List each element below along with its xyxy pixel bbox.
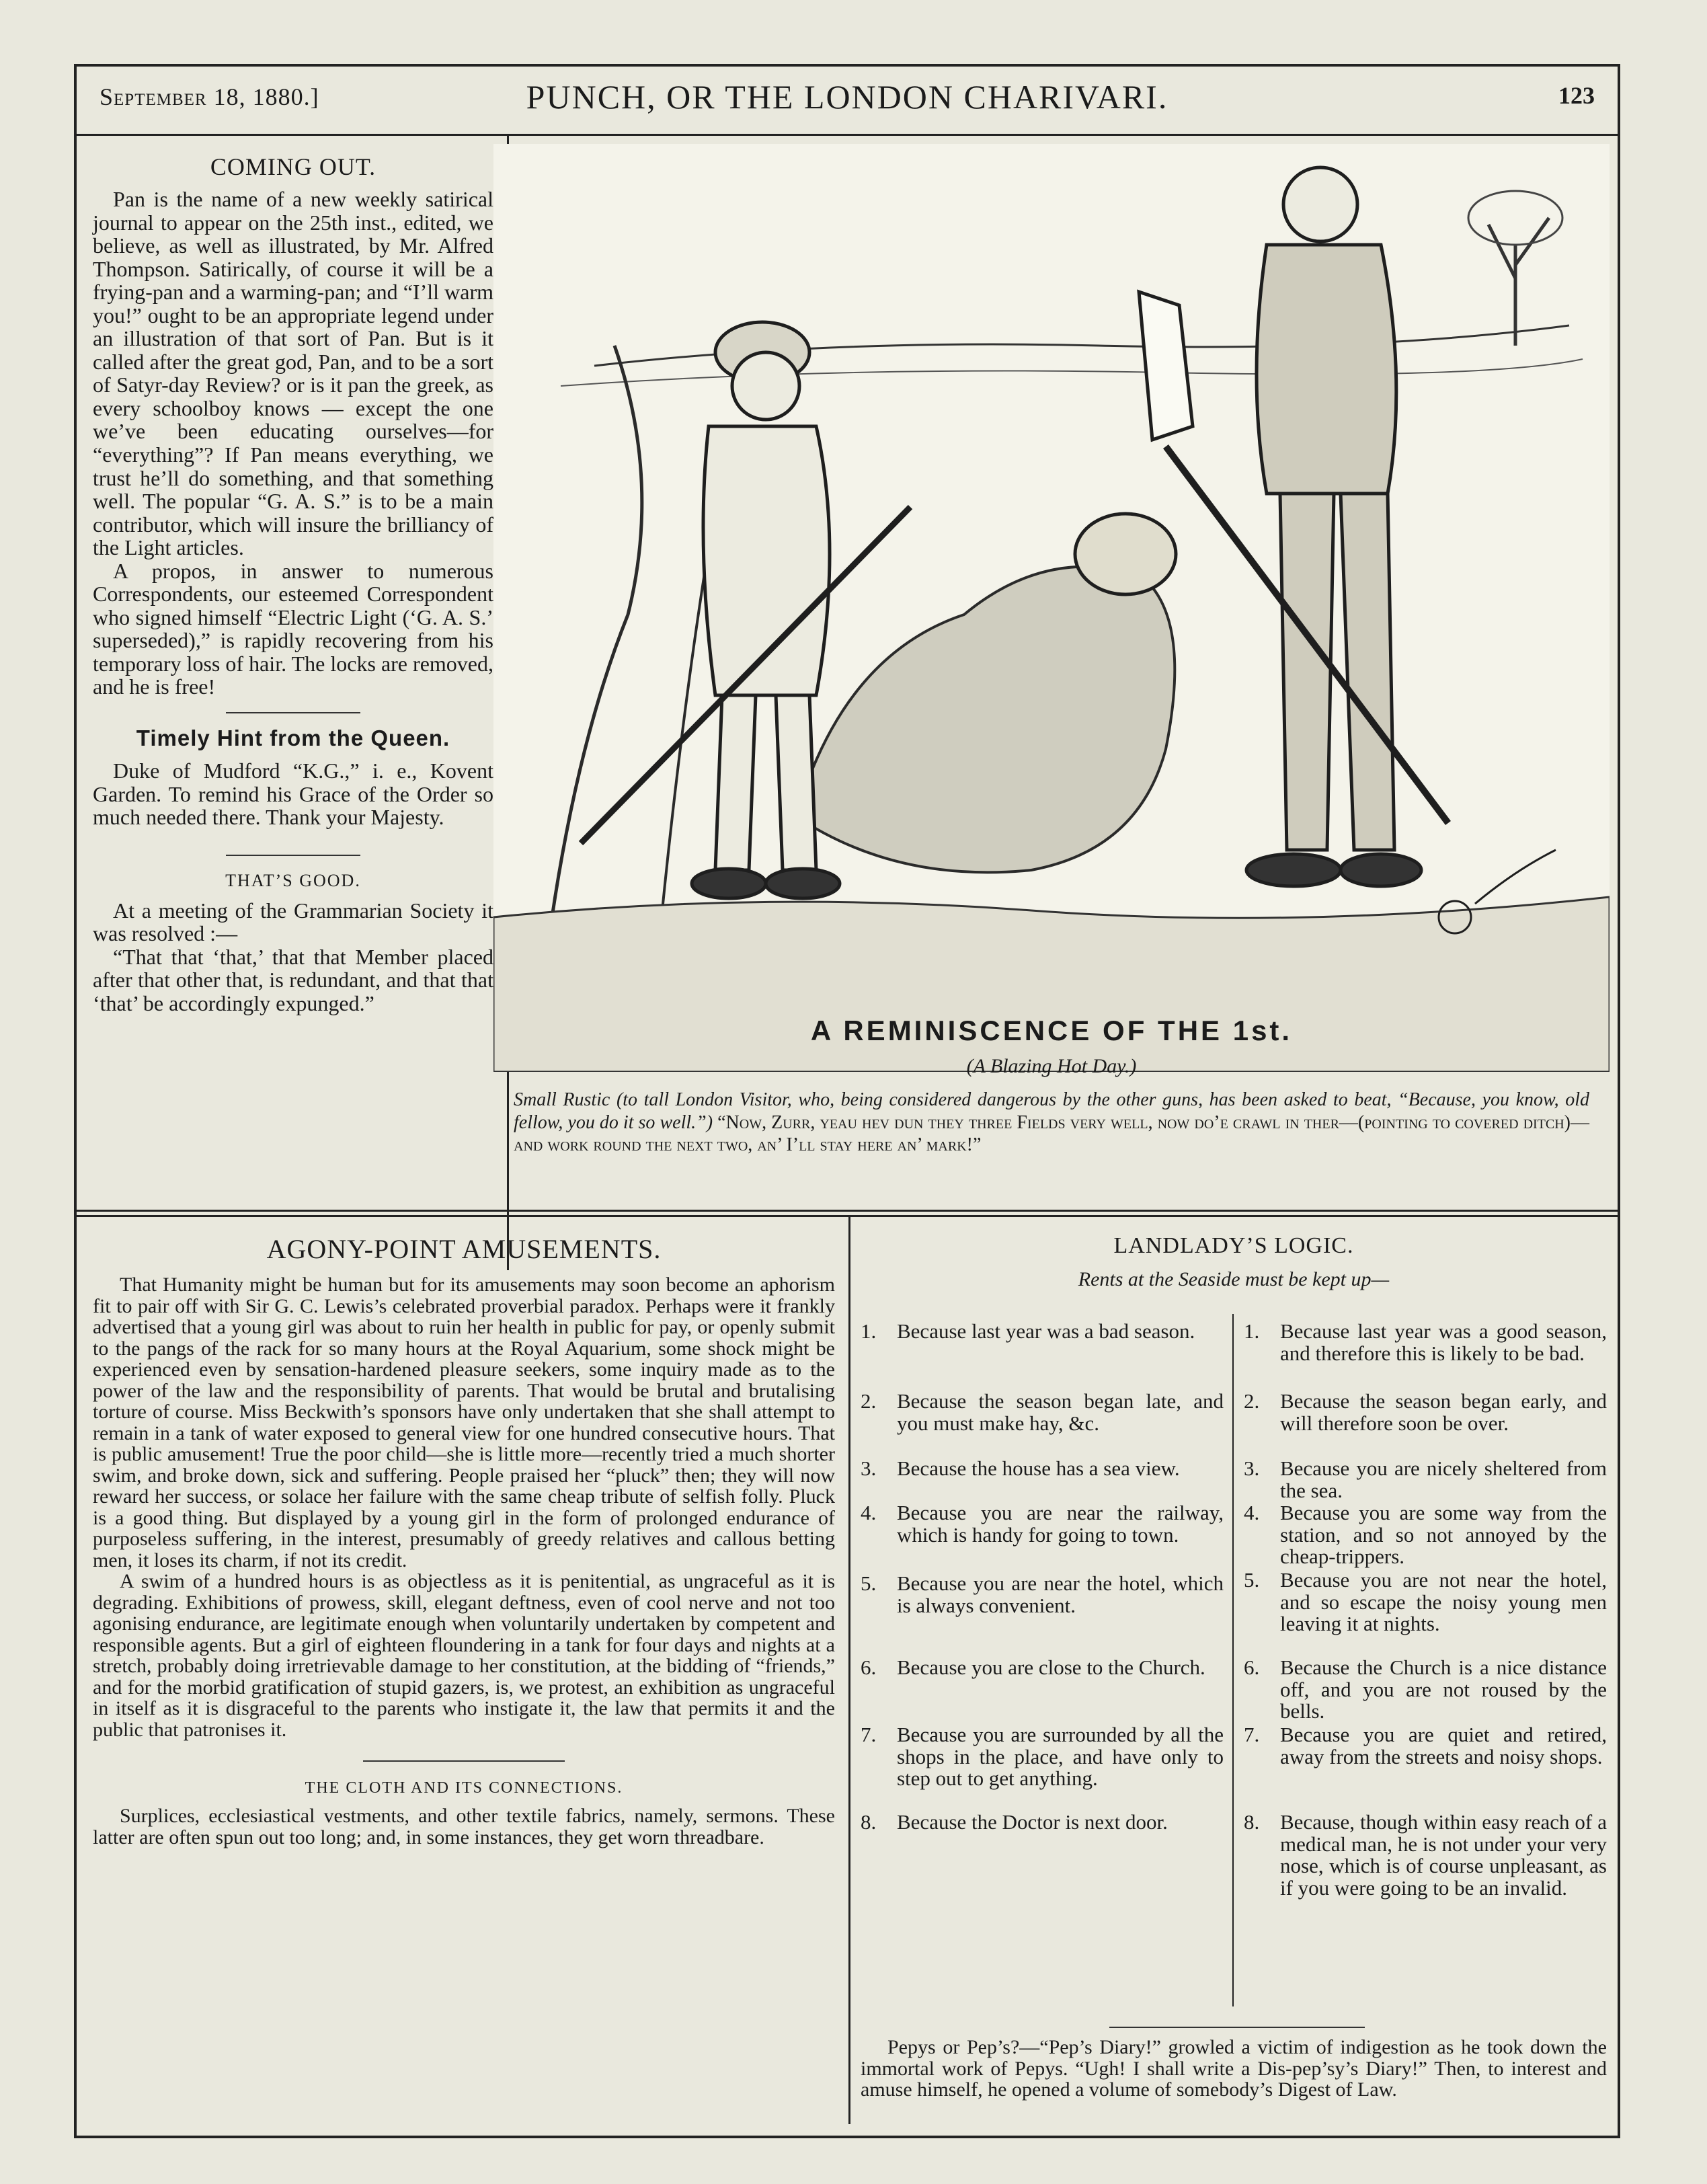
page-header: [77, 67, 1618, 136]
coming-out-body-2: A propos, in answer to numerous Correspondents, our esteemed Correspondent who signed himself “Electric Light (‘G. A. S.’ superseded),” is rapidly recovering from his temporary loss of hair. The locks are removed, and he is free!: [93, 558, 493, 699]
section-rule: [226, 712, 360, 713]
landlady-item-text: Because you are close to the Church.: [897, 1655, 1205, 1679]
landlady-right-item: [1244, 1321, 1607, 1364]
landlady-item-text: Because the house has a sea view.: [897, 1456, 1180, 1480]
thats-good-quote: “That that ‘that,’ that that Member placed after that other that, is redundant, and that that ‘that’ be accordingly expunged.”: [93, 944, 493, 1015]
left-column: [93, 153, 493, 1015]
landlady-left-item: [861, 1724, 1224, 1790]
landlady-subtitle: Rents at the Seaside must be kept up—: [1078, 1268, 1390, 1290]
landlady-right-list: [1244, 1321, 1607, 2020]
mid-page-rule: [77, 1210, 1618, 1212]
cartoon-caption: [514, 1089, 1589, 1157]
section-rule: [363, 1760, 565, 1762]
page-number: 123: [1558, 82, 1595, 109]
coming-out-body: Pan is the name of a new weekly satirical journal to appear on the 25th inst., edited, we believe, as well as illustrated, by Mr. Alfred Thompson. Satirically, of course it will be a frying-pan and a warming-pan; and “I’ll warm you!” ought to be an appropriate legend under an illustration of that sort of Pan. But is it called after the great god, Pan, and to be a sort of Satyr-day Review? or is it pan the greek, as every schoolboy knows — except the one we’ve been educating ourselves—for “everything”? If Pan means everything, we trust he’ll do something, and that something well. The popular “G. A. S.” is to be a main contributor, which will insure the brilliancy of the Light articles.: [93, 187, 493, 560]
landlady-right-item: [1244, 1569, 1607, 1635]
landlady-item-text: Because you are surrounded by all the shops in the place, and have only to step out to get anything.: [897, 1723, 1224, 1791]
timely-hint-title: Timely Hint from the Queen.: [136, 726, 450, 751]
coming-out-title: COMING OUT.: [210, 153, 376, 180]
landlady-left-list: [861, 1321, 1224, 2020]
pepys-body: Pepys or Pep’s?—“Pep’s Diary!” growled a victim of indigestion as he took down the immortal work of Pepys. “Ugh! I shall write a Dis-pep’sy’s Diary!” Then, to interest and amuse himself, he opened a volume of somebody’s Digest of Law.: [861, 2036, 1607, 2101]
landlady-item-number: 1.: [1244, 1319, 1260, 1343]
landlady-item-number: 7.: [861, 1723, 877, 1746]
landlady-item-text: Because the Doctor is next door.: [897, 1810, 1168, 1834]
column-divider-bottom: [848, 1216, 850, 2124]
cartoon-subtitle: (A Blazing Hot Day.): [966, 1055, 1137, 1077]
timely-hint-body: Duke of Mudford “K.G.,” i. e., Kovent Garden. To remind his Grace of the Order so much needed there. Thank your Majesty.: [93, 758, 493, 830]
landlady-item-number: 3.: [861, 1456, 877, 1480]
landlady-item-number: 7.: [1244, 1723, 1260, 1746]
cloth-title: THE CLOTH AND ITS CONNECTIONS.: [305, 1779, 623, 1797]
mid-page-rule-2: [77, 1215, 1618, 1217]
landlady-right-item: [1244, 1657, 1607, 1723]
cloth-body: Surplices, ecclesiastical vestments, and other textile fabrics, namely, sermons. These latter are often spun out too long; and, in some instances, they get worn threadbare.: [93, 1805, 835, 1848]
agony-paragraph-2: A swim of a hundred hours is as objectless as it is penitential, as ungraceful as it is degrading. Exhibitions of prowess, skill, elegant deftness, even of cool nerve and not too agonising endurance, are legitimate enough when voluntarily undertaken by competent and responsible agents. But a girl of eighteen floundering in a tank for four days and nights at a stretch, probably doing irretrievable damage to her constitution, at the bidding of “friends,” and for the morbid gratification of stupid gazers, is, we protest, an exhibition as ungraceful in itself as it is disgraceful to the parents who instigate it, the law that permits it and the public that patronises it.: [93, 1570, 835, 1741]
landlady-item-text: Because you are near the railway, which is handy for going to town.: [897, 1501, 1224, 1547]
landlady-left-item: [861, 1321, 1224, 1343]
landlady-item-number: 3.: [1244, 1456, 1260, 1480]
landlady-column: [861, 1233, 1607, 2013]
landlady-item-number: 8.: [1244, 1810, 1260, 1834]
landlady-item-text: Because you are quiet and retired, away from the streets and noisy shops.: [1280, 1723, 1607, 1768]
pepys-column: [861, 2037, 1607, 2101]
agony-title: AGONY-POINT AMUSEMENTS.: [266, 1234, 662, 1264]
landlady-item-text: Because you are near the hotel, which is always convenient.: [897, 1571, 1224, 1617]
landlady-item-text: Because last year was a bad season.: [897, 1319, 1195, 1343]
landlady-item-text: Because last year was a good season, and therefore this is likely to be bad.: [1280, 1319, 1607, 1365]
agony-column: [93, 1233, 835, 1848]
page-frame: [74, 64, 1620, 2138]
section-rule: [226, 855, 360, 856]
cartoon-title: A REMINISCENCE OF THE 1st.: [810, 1015, 1293, 1046]
landlady-left-item: [861, 1657, 1224, 1679]
landlady-right-item: [1244, 1391, 1607, 1434]
landlady-item-number: 4.: [861, 1501, 877, 1524]
landlady-item-number: 1.: [861, 1319, 877, 1343]
landlady-item-number: 2.: [861, 1389, 877, 1413]
cartoon-caption-speech: “Now, Zurr, yeau hev dun they three Fields very well, now do’e crawl in ther—(pointing to covered ditch)—and work round the next two, an’ I’ll stay here an’ mark!”: [514, 1112, 1590, 1156]
landlady-left-item: [861, 1573, 1224, 1616]
landlady-left-item: [861, 1811, 1224, 1834]
landlady-item-number: 4.: [1244, 1501, 1260, 1524]
thats-good-title: THAT’S GOOD.: [225, 870, 361, 890]
landlady-item-number: 6.: [1244, 1655, 1260, 1679]
section-rule: [1109, 2027, 1365, 2028]
issue-date: September 18, 1880.]: [100, 83, 319, 110]
landlady-item-number: 5.: [861, 1571, 877, 1595]
landlady-title: LANDLADY’S LOGIC.: [1113, 1233, 1354, 1258]
masthead: PUNCH, OR THE LONDON CHARIVARI.: [526, 78, 1168, 116]
landlady-item-text: Because the season began early, and will therefore soon be over.: [1280, 1389, 1607, 1435]
landlady-item-number: 8.: [861, 1810, 877, 1834]
landlady-right-item: [1244, 1458, 1607, 1502]
landlady-item-text: Because you are not near the hotel, and so escape the noisy young men leaving it at nights.: [1280, 1568, 1607, 1636]
landlady-item-text: Because, though within easy reach of a medical man, he is not under your very nose, which is of course unpleasant, as if you were going to be an invalid.: [1280, 1810, 1607, 1900]
thats-good-body: At a meeting of the Grammarian Society it was resolved :—: [93, 898, 493, 946]
landlady-left-item: [861, 1502, 1224, 1546]
landlady-right-item: [1244, 1811, 1607, 1899]
landlady-item-text: Because you are nicely sheltered from the sea.: [1280, 1456, 1607, 1502]
landlady-item-number: 2.: [1244, 1389, 1260, 1413]
cartoon-caption-intro: Small Rustic (to tall London Visitor, who, being considered dangerous by the other guns, has been asked to beat, “Because, you know, old fellow, you do it so well.”): [514, 1089, 1589, 1133]
cartoon-illustration: [493, 144, 1610, 1072]
landlady-item-text: Because the season began late, and you must make hay, &c.: [897, 1389, 1224, 1435]
landlady-item-text: Because you are some way from the station, and so not annoyed by the cheap-trippers.: [1280, 1501, 1607, 1569]
landlady-item-text: Because the Church is a nice distance off, and you are not roused by the bells.: [1280, 1655, 1607, 1723]
agony-paragraph-1: That Humanity might be human but for its amusements may soon become an aphorism fit to pair off with Sir G. C. Lewis’s celebrated proverbial paradox. Perhaps were it frankly advertised that a young girl was about to ruin her health in public for pay, or openly submit to the pangs of the rack for so many hours at the Royal Aquarium, some shock might be experienced even by sensation-hardened pleasure seekers, some inquiry made as to the power of the law and the responsibility of parents. That would be brutal and brutalising torture of course. Miss Beckwith’s sponsors have only undertaken that she shall attempt to remain in a tank of water exposed to general view for one hundred consecutive hours. That is public amusement! True the poor child—she is little more—recently tried a much shorter swim, and broke down, sick and suffering. People praised her “pluck” then; they will now reward her success, or solace her failure with the same cheap tribute of selfish folly. Pluck is a good thing. But displayed by a young girl in the form of prolonged endurance of purposeless suffering, in the interest, presumably of greedy relatives and callous betting men, it loses its charm, if not its credit.: [93, 1274, 835, 1571]
landlady-right-item: [1244, 1502, 1607, 1568]
landlady-left-item: [861, 1391, 1224, 1434]
landlady-item-number: 5.: [1244, 1568, 1260, 1592]
landlady-item-number: 6.: [861, 1655, 877, 1679]
landlady-list-divider: [1232, 1314, 1234, 2006]
landlady-right-item: [1244, 1724, 1607, 1768]
landlady-left-item: [861, 1458, 1224, 1480]
